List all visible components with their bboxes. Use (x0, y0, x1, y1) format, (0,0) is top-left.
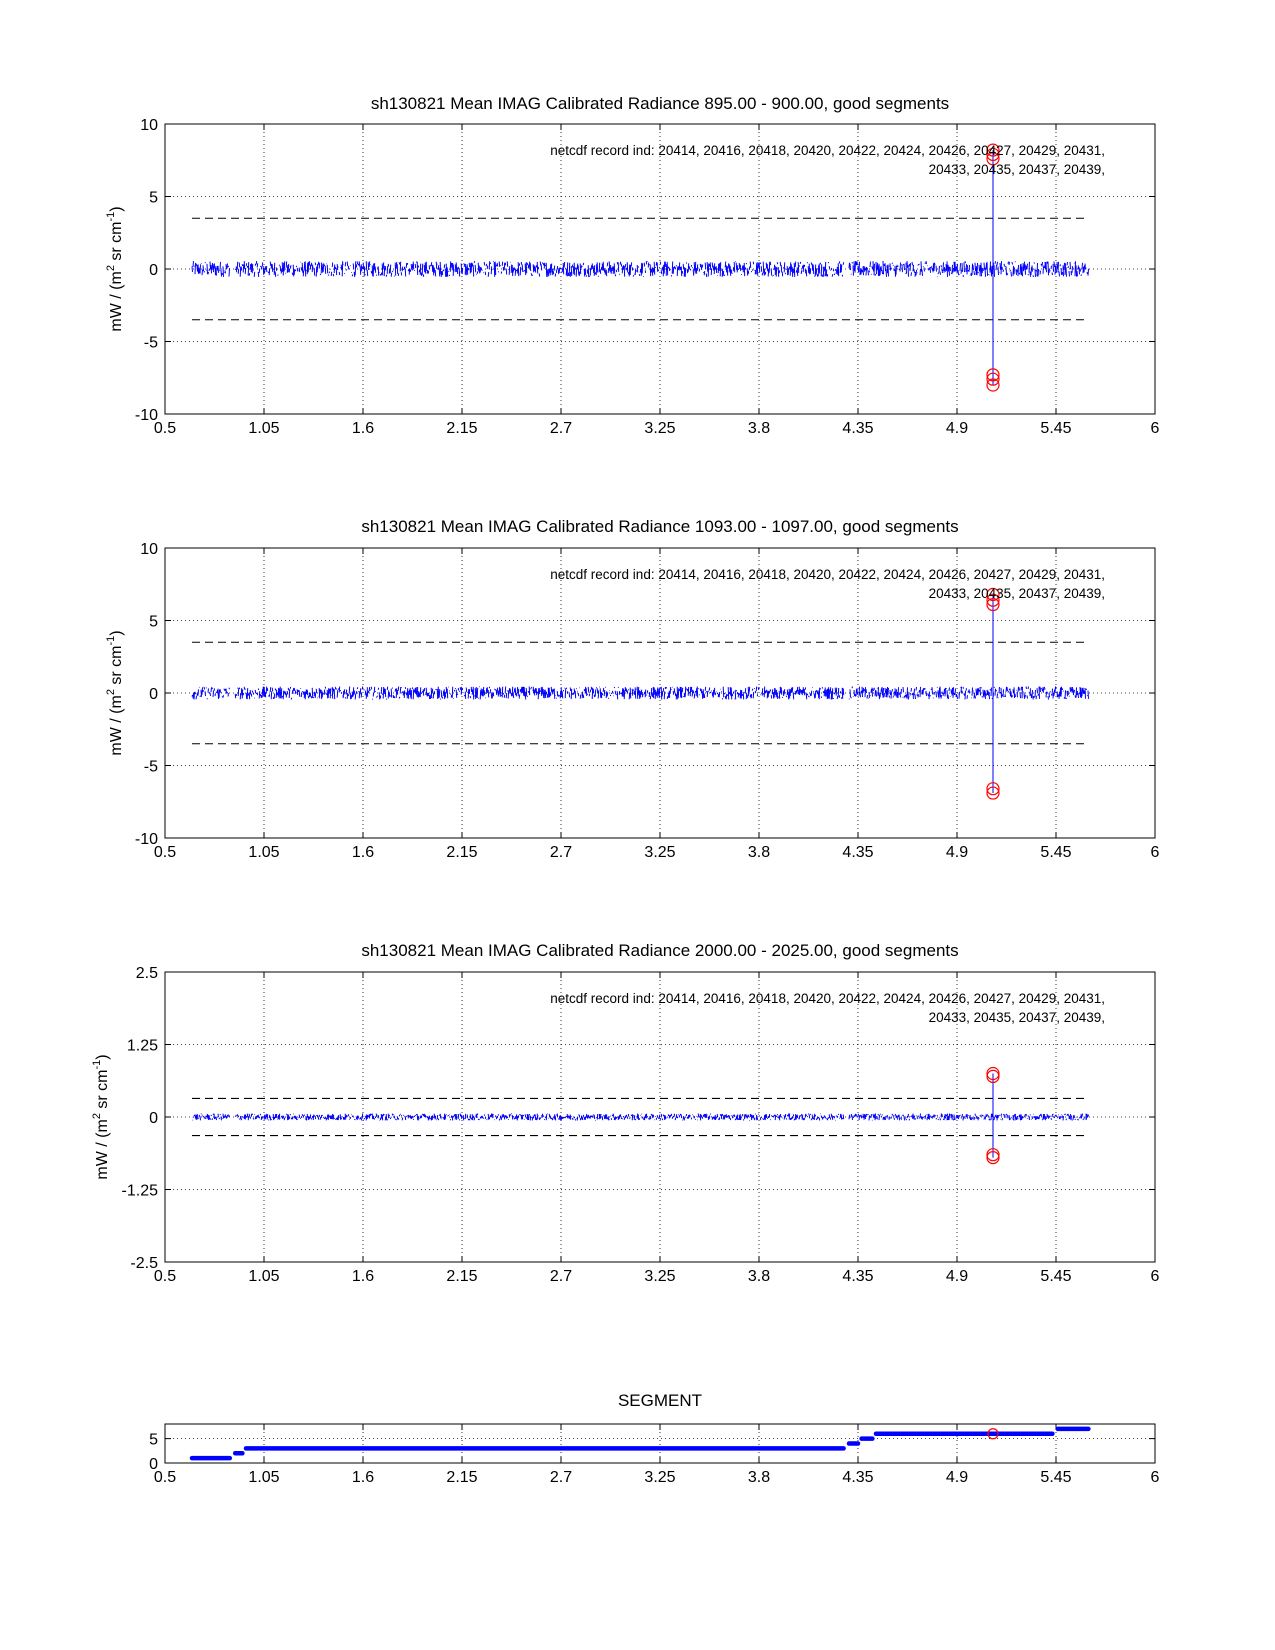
x-tick-label: 3.25 (644, 1268, 676, 1285)
ylabel-post: ) (94, 1054, 111, 1060)
y-tick-label: -10 (134, 407, 158, 424)
x-tick-label: 1.05 (248, 1268, 280, 1285)
y-tick-label: 2.5 (135, 965, 158, 982)
chart-title: sh130821 Mean IMAG Calibrated Radiance 895.00 - 900.00, good segments (370, 94, 950, 113)
ylabel-sup1: 2 (105, 265, 117, 272)
y-tick-label: 1.25 (126, 1037, 158, 1055)
ylabel-mid: sr cm (108, 645, 125, 690)
x-tick-label: 1.6 (351, 420, 375, 437)
x-tick-label: 3.25 (644, 1469, 676, 1486)
x-tick-label: 1.6 (351, 1469, 375, 1486)
annotation-line-1: netcdf record ind: 20414, 20416, 20418, 20420, 20422, 20424, 20426, 20427, 20429, 20431, (550, 567, 1105, 582)
x-tick-label: 4.35 (842, 1469, 874, 1486)
x-tick-label: 6 (1150, 420, 1160, 437)
ylabel-pre: mW / (m (94, 1119, 111, 1180)
x-tick-label: 3.8 (747, 420, 771, 437)
ylabel-pre: mW / (m (108, 271, 125, 332)
y-tick-label: 5 (149, 189, 158, 207)
annotation-line-2: 20433, 20435, 20437, 20439, (928, 1010, 1105, 1025)
x-tick-label: 5.45 (1040, 420, 1072, 437)
radiance-chart-895-900 (105, 94, 1160, 437)
y-tick-labels (122, 965, 159, 1272)
x-tick-label: 3.8 (747, 1268, 771, 1285)
x-tick-label: 1.05 (248, 1469, 280, 1486)
x-tick-label: 0.5 (153, 1469, 177, 1486)
y-tick-label: 0 (149, 1456, 158, 1473)
ylabel-pre: mW / (m (108, 695, 125, 756)
x-tick-label: 4.35 (842, 1268, 874, 1285)
y-tick-labels (149, 1432, 158, 1473)
x-tick-label: 3.8 (747, 844, 771, 861)
y-tick-label: -1.25 (121, 1182, 158, 1200)
segment-chart (149, 1391, 1159, 1486)
annotation-line-1: netcdf record ind: 20414, 20416, 20418, 20420, 20422, 20424, 20426, 20427, 20429, 20431, (550, 991, 1105, 1006)
ylabel-sup2: -1 (105, 211, 117, 222)
ylabel-mid: sr cm (94, 1069, 111, 1114)
annotation-line-1: netcdf record ind: 20414, 20416, 20418, 20420, 20422, 20424, 20426, 20427, 20429, 20431, (550, 143, 1105, 158)
x-tick-label: 2.15 (446, 1268, 478, 1285)
chart-title: sh130821 Mean IMAG Calibrated Radiance 2000.00 - 2025.00, good segments (361, 941, 959, 960)
x-tick-label: 1.05 (248, 844, 280, 861)
chart-title: sh130821 Mean IMAG Calibrated Radiance 1093.00 - 1097.00, good segments (361, 517, 959, 536)
x-tick-label: 2.15 (446, 420, 478, 437)
x-tick-label: 2.15 (446, 844, 478, 861)
x-tick-label: 4.35 (842, 844, 874, 861)
x-tick-label: 1.05 (248, 420, 280, 437)
x-tick-label: 5.45 (1040, 1469, 1072, 1486)
x-tick-label: 2.15 (446, 1469, 478, 1486)
x-tick-label: 3.25 (644, 420, 676, 437)
y-tick-label: 10 (140, 117, 158, 134)
x-tick-labels (154, 844, 1160, 861)
y-tick-label: 0 (149, 1110, 158, 1127)
x-tick-labels (154, 420, 1160, 437)
ylabel-sup2: -1 (105, 635, 117, 646)
ylabel-sup2: -1 (91, 1059, 103, 1070)
y-tick-label: -5 (143, 334, 158, 352)
x-tick-label: 0.5 (153, 1268, 177, 1285)
x-tick-label: 6 (1150, 1268, 1160, 1285)
y-tick-label: -2.5 (130, 1255, 158, 1272)
x-tick-label: 3.25 (644, 844, 676, 861)
ylabel-post: ) (108, 630, 125, 636)
annotation-line-2: 20433, 20435, 20437, 20439, (928, 586, 1105, 601)
y-tick-label: 0 (149, 262, 158, 279)
chart-title: SEGMENT (617, 1391, 703, 1410)
x-tick-label: 4.9 (945, 420, 969, 437)
y-tick-labels (135, 541, 158, 848)
x-tick-label: 2.7 (549, 1469, 573, 1486)
x-tick-label: 1.6 (351, 844, 375, 861)
x-tick-label: 4.9 (945, 1268, 969, 1285)
x-tick-label: 2.7 (549, 420, 573, 437)
y-tick-labels (135, 117, 158, 424)
radiance-chart-1093-1097 (105, 517, 1160, 861)
annotation-line-2: 20433, 20435, 20437, 20439, (928, 162, 1105, 177)
y-tick-label: 10 (140, 541, 158, 558)
y-tick-label: 0 (149, 686, 158, 703)
ylabel-sup1: 2 (91, 1113, 103, 1120)
y-tick-label: 5 (149, 613, 158, 631)
ylabel-post: ) (108, 206, 125, 212)
x-tick-label: 4.35 (842, 420, 874, 437)
ylabel-mid: sr cm (108, 221, 125, 266)
y-tick-label: -5 (143, 758, 158, 776)
x-tick-label: 0.5 (153, 420, 177, 437)
x-tick-label: 5.45 (1040, 1268, 1072, 1285)
y-axis-label (105, 206, 125, 331)
y-axis-label (91, 1054, 111, 1179)
radiance-chart-2000-2025 (91, 941, 1160, 1285)
x-tick-label: 4.9 (945, 1469, 969, 1486)
x-tick-label: 5.45 (1040, 844, 1072, 861)
x-tick-label: 6 (1150, 844, 1160, 861)
x-tick-labels (154, 1469, 1160, 1486)
x-tick-label: 1.6 (351, 1268, 375, 1285)
x-tick-label: 6 (1150, 1469, 1160, 1486)
x-tick-label: 2.7 (549, 844, 573, 861)
x-tick-label: 4.9 (945, 844, 969, 861)
x-tick-labels (154, 1268, 1160, 1285)
y-tick-label: -10 (134, 831, 158, 848)
y-tick-label: 5 (149, 1431, 158, 1449)
x-tick-label: 2.7 (549, 1268, 573, 1285)
y-axis-label (105, 630, 125, 755)
x-tick-label: 3.8 (747, 1469, 771, 1486)
x-tick-label: 0.5 (153, 844, 177, 861)
ylabel-sup1: 2 (105, 689, 117, 696)
